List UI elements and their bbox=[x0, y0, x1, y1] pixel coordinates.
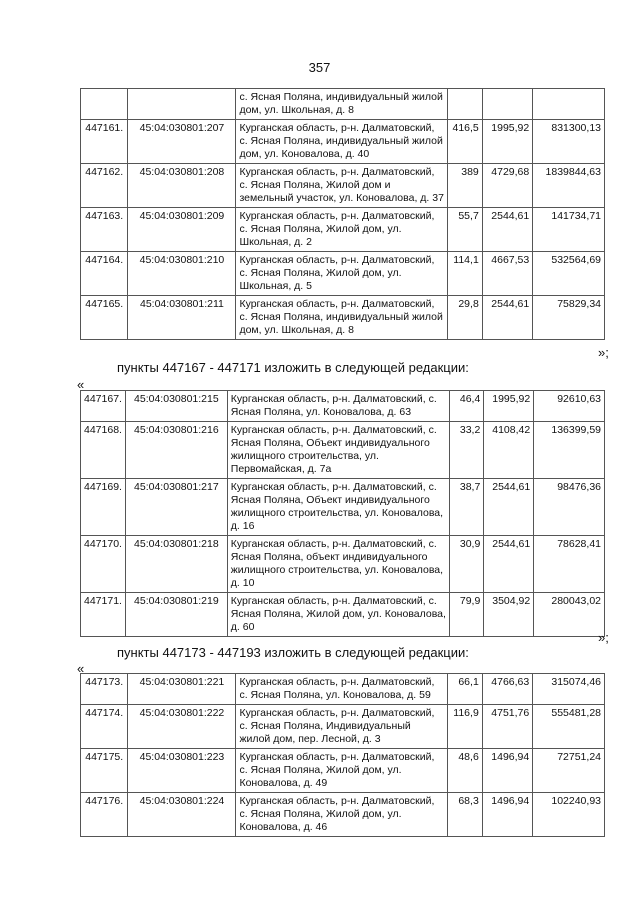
rate-value: 2544,61 bbox=[482, 296, 532, 340]
area-value: 389 bbox=[448, 164, 482, 208]
table-row bbox=[81, 479, 605, 536]
area-value: 30,9 bbox=[450, 536, 484, 593]
cost-value: 72751,24 bbox=[533, 749, 605, 793]
table-row bbox=[81, 793, 605, 837]
rate-value: 2544,61 bbox=[482, 208, 532, 252]
table-body bbox=[81, 391, 605, 637]
table-body bbox=[81, 674, 605, 837]
amendment-paragraph: пункты 447173 - 447193 изложить в следующей редакции: bbox=[117, 645, 469, 660]
area-value: 68,3 bbox=[448, 793, 482, 837]
area-value bbox=[448, 89, 482, 120]
cadastral-number: 45:04:030801:221 bbox=[128, 674, 236, 705]
area-value: 79,9 bbox=[450, 593, 484, 637]
cadastral-number: 45:04:030801:207 bbox=[128, 120, 236, 164]
cost-value: 102240,93 bbox=[533, 793, 605, 837]
address: Курганская область, р-н. Далматовский, с. Ясная Поляна, Жилой дом и земельный участок, ул. Коновалова, д. 37 bbox=[236, 164, 448, 208]
address: Курганская область, р-н. Далматовский, с. Ясная Поляна, объект индивидуального жилищного строительства, ул. Коновалова, д. 10 bbox=[227, 536, 450, 593]
cadastral-number bbox=[128, 89, 236, 120]
cost-value: 78628,41 bbox=[534, 536, 605, 593]
cost-value: 831300,13 bbox=[533, 120, 605, 164]
area-value: 48,6 bbox=[448, 749, 482, 793]
address: Курганская область, р-н. Далматовский, с. Ясная Поляна, Жилой дом, ул. Школьная, д. 2 bbox=[236, 208, 448, 252]
cadastral-number: 45:04:030801:217 bbox=[125, 479, 227, 536]
rate-value: 4108,42 bbox=[484, 422, 534, 479]
table-row bbox=[81, 120, 605, 164]
page-number: 357 bbox=[308, 60, 331, 75]
address: Курганская область, р-н. Далматовский, с. Ясная Поляна, ул. Коновалова, д. 63 bbox=[227, 391, 450, 422]
cost-value: 136399,59 bbox=[534, 422, 605, 479]
area-value: 29,8 bbox=[448, 296, 482, 340]
address: Курганская область, р-н. Далматовский, с. Ясная Поляна, Жилой дом, ул. Коновалова, д. 60 bbox=[227, 593, 450, 637]
closing-quote: »; bbox=[598, 345, 609, 360]
rate-value: 2544,61 bbox=[484, 536, 534, 593]
cadastral-number: 45:04:030801:222 bbox=[128, 705, 236, 749]
row-number: 447163. bbox=[81, 208, 128, 252]
cadastral-number: 45:04:030801:208 bbox=[128, 164, 236, 208]
rate-value: 4751,76 bbox=[482, 705, 532, 749]
table-row bbox=[81, 296, 605, 340]
row-number: 447164. bbox=[81, 252, 128, 296]
cadastral-number: 45:04:030801:211 bbox=[128, 296, 236, 340]
table-row bbox=[81, 391, 605, 422]
rate-value: 4729,68 bbox=[482, 164, 532, 208]
address: Курганская область, р-н. Далматовский, с. Ясная Поляна, Жилой дом, ул. Коновалова, д. 49 bbox=[236, 749, 448, 793]
address: Курганская область, р-н. Далматовский, с. Ясная Поляна, индивидуальный жилой дом, ул. Школьная, д. 8 bbox=[236, 296, 448, 340]
cadastral-number: 45:04:030801:218 bbox=[125, 536, 227, 593]
cost-value: 92610,63 bbox=[534, 391, 605, 422]
cost-value: 98476,36 bbox=[534, 479, 605, 536]
rate-value: 1496,94 bbox=[482, 749, 532, 793]
cadastral-number: 45:04:030801:210 bbox=[128, 252, 236, 296]
address: Курганская область, р-н. Далматовский, с. Ясная Поляна, Индивидуальный жилой дом, пер. Лесной, д. 3 bbox=[236, 705, 448, 749]
table-row bbox=[81, 252, 605, 296]
table-row bbox=[81, 674, 605, 705]
cost-value bbox=[533, 89, 605, 120]
address: с. Ясная Поляна, индивидуальный жилой дом, ул. Школьная, д. 8 bbox=[236, 89, 448, 120]
table-row bbox=[81, 164, 605, 208]
area-value: 66,1 bbox=[448, 674, 482, 705]
area-value: 416,5 bbox=[448, 120, 482, 164]
closing-quote: »; bbox=[598, 630, 609, 645]
address: Курганская область, р-н. Далматовский, с. Ясная Поляна, ул. Коновалова, д. 59 bbox=[236, 674, 448, 705]
opening-quote: « bbox=[77, 377, 85, 392]
area-value: 114,1 bbox=[448, 252, 482, 296]
rate-value: 3504,92 bbox=[484, 593, 534, 637]
table-row bbox=[81, 208, 605, 252]
address: Курганская область, р-н. Далматовский, с. Ясная Поляна, Объект индивидуального жилищного строительства, ул. Первомайская, д. 7а bbox=[227, 422, 450, 479]
cadastral-table-1 bbox=[80, 88, 605, 340]
cadastral-number: 45:04:030801:219 bbox=[125, 593, 227, 637]
rate-value: 4667,53 bbox=[482, 252, 532, 296]
address: Курганская область, р-н. Далматовский, с. Ясная Поляна, Жилой дом, ул. Школьная, д. 5 bbox=[236, 252, 448, 296]
cadastral-number: 45:04:030801:216 bbox=[125, 422, 227, 479]
row-number: 447161. bbox=[81, 120, 128, 164]
table-body bbox=[81, 89, 605, 340]
rate-value bbox=[482, 89, 532, 120]
cost-value: 141734,71 bbox=[533, 208, 605, 252]
rate-value: 4766,63 bbox=[482, 674, 532, 705]
table-row bbox=[81, 89, 605, 120]
area-value: 55,7 bbox=[448, 208, 482, 252]
table-row bbox=[81, 593, 605, 637]
table-row bbox=[81, 705, 605, 749]
rate-value: 2544,61 bbox=[484, 479, 534, 536]
cadastral-number: 45:04:030801:215 bbox=[125, 391, 227, 422]
address: Курганская область, р-н. Далматовский, с. Ясная Поляна, Объект индивидуального жилищного строительства, ул. Коновалова, д. 16 bbox=[227, 479, 450, 536]
rate-value: 1496,94 bbox=[482, 793, 532, 837]
table-row bbox=[81, 749, 605, 793]
cadastral-number: 45:04:030801:209 bbox=[128, 208, 236, 252]
opening-quote: « bbox=[77, 661, 85, 676]
cost-value: 555481,28 bbox=[533, 705, 605, 749]
row-number: 447173. bbox=[81, 674, 128, 705]
cost-value: 75829,34 bbox=[533, 296, 605, 340]
cost-value: 532564,69 bbox=[533, 252, 605, 296]
row-number: 447175. bbox=[81, 749, 128, 793]
cadastral-table-3 bbox=[80, 673, 605, 837]
row-number: 447167. bbox=[81, 391, 126, 422]
cost-value: 280043,02 bbox=[534, 593, 605, 637]
cost-value: 1839844,63 bbox=[533, 164, 605, 208]
address: Курганская область, р-н. Далматовский, с. Ясная Поляна, индивидуальный жилой дом, ул. Коновалова, д. 40 bbox=[236, 120, 448, 164]
rate-value: 1995,92 bbox=[482, 120, 532, 164]
table-row bbox=[81, 422, 605, 479]
row-number: 447174. bbox=[81, 705, 128, 749]
row-number: 447171. bbox=[81, 593, 126, 637]
area-value: 46,4 bbox=[450, 391, 484, 422]
cadastral-number: 45:04:030801:223 bbox=[128, 749, 236, 793]
address: Курганская область, р-н. Далматовский, с. Ясная Поляна, Жилой дом, ул. Коновалова, д. 46 bbox=[236, 793, 448, 837]
row-number: 447176. bbox=[81, 793, 128, 837]
row-number: 447162. bbox=[81, 164, 128, 208]
rate-value: 1995,92 bbox=[484, 391, 534, 422]
amendment-paragraph: пункты 447167 - 447171 изложить в следующей редакции: bbox=[117, 360, 469, 375]
cadastral-number: 45:04:030801:224 bbox=[128, 793, 236, 837]
area-value: 116,9 bbox=[448, 705, 482, 749]
cost-value: 315074,46 bbox=[533, 674, 605, 705]
row-number: 447170. bbox=[81, 536, 126, 593]
row-number bbox=[81, 89, 128, 120]
row-number: 447168. bbox=[81, 422, 126, 479]
area-value: 38,7 bbox=[450, 479, 484, 536]
area-value: 33,2 bbox=[450, 422, 484, 479]
cadastral-table-2 bbox=[80, 390, 605, 637]
row-number: 447165. bbox=[81, 296, 128, 340]
row-number: 447169. bbox=[81, 479, 126, 536]
table-row bbox=[81, 536, 605, 593]
